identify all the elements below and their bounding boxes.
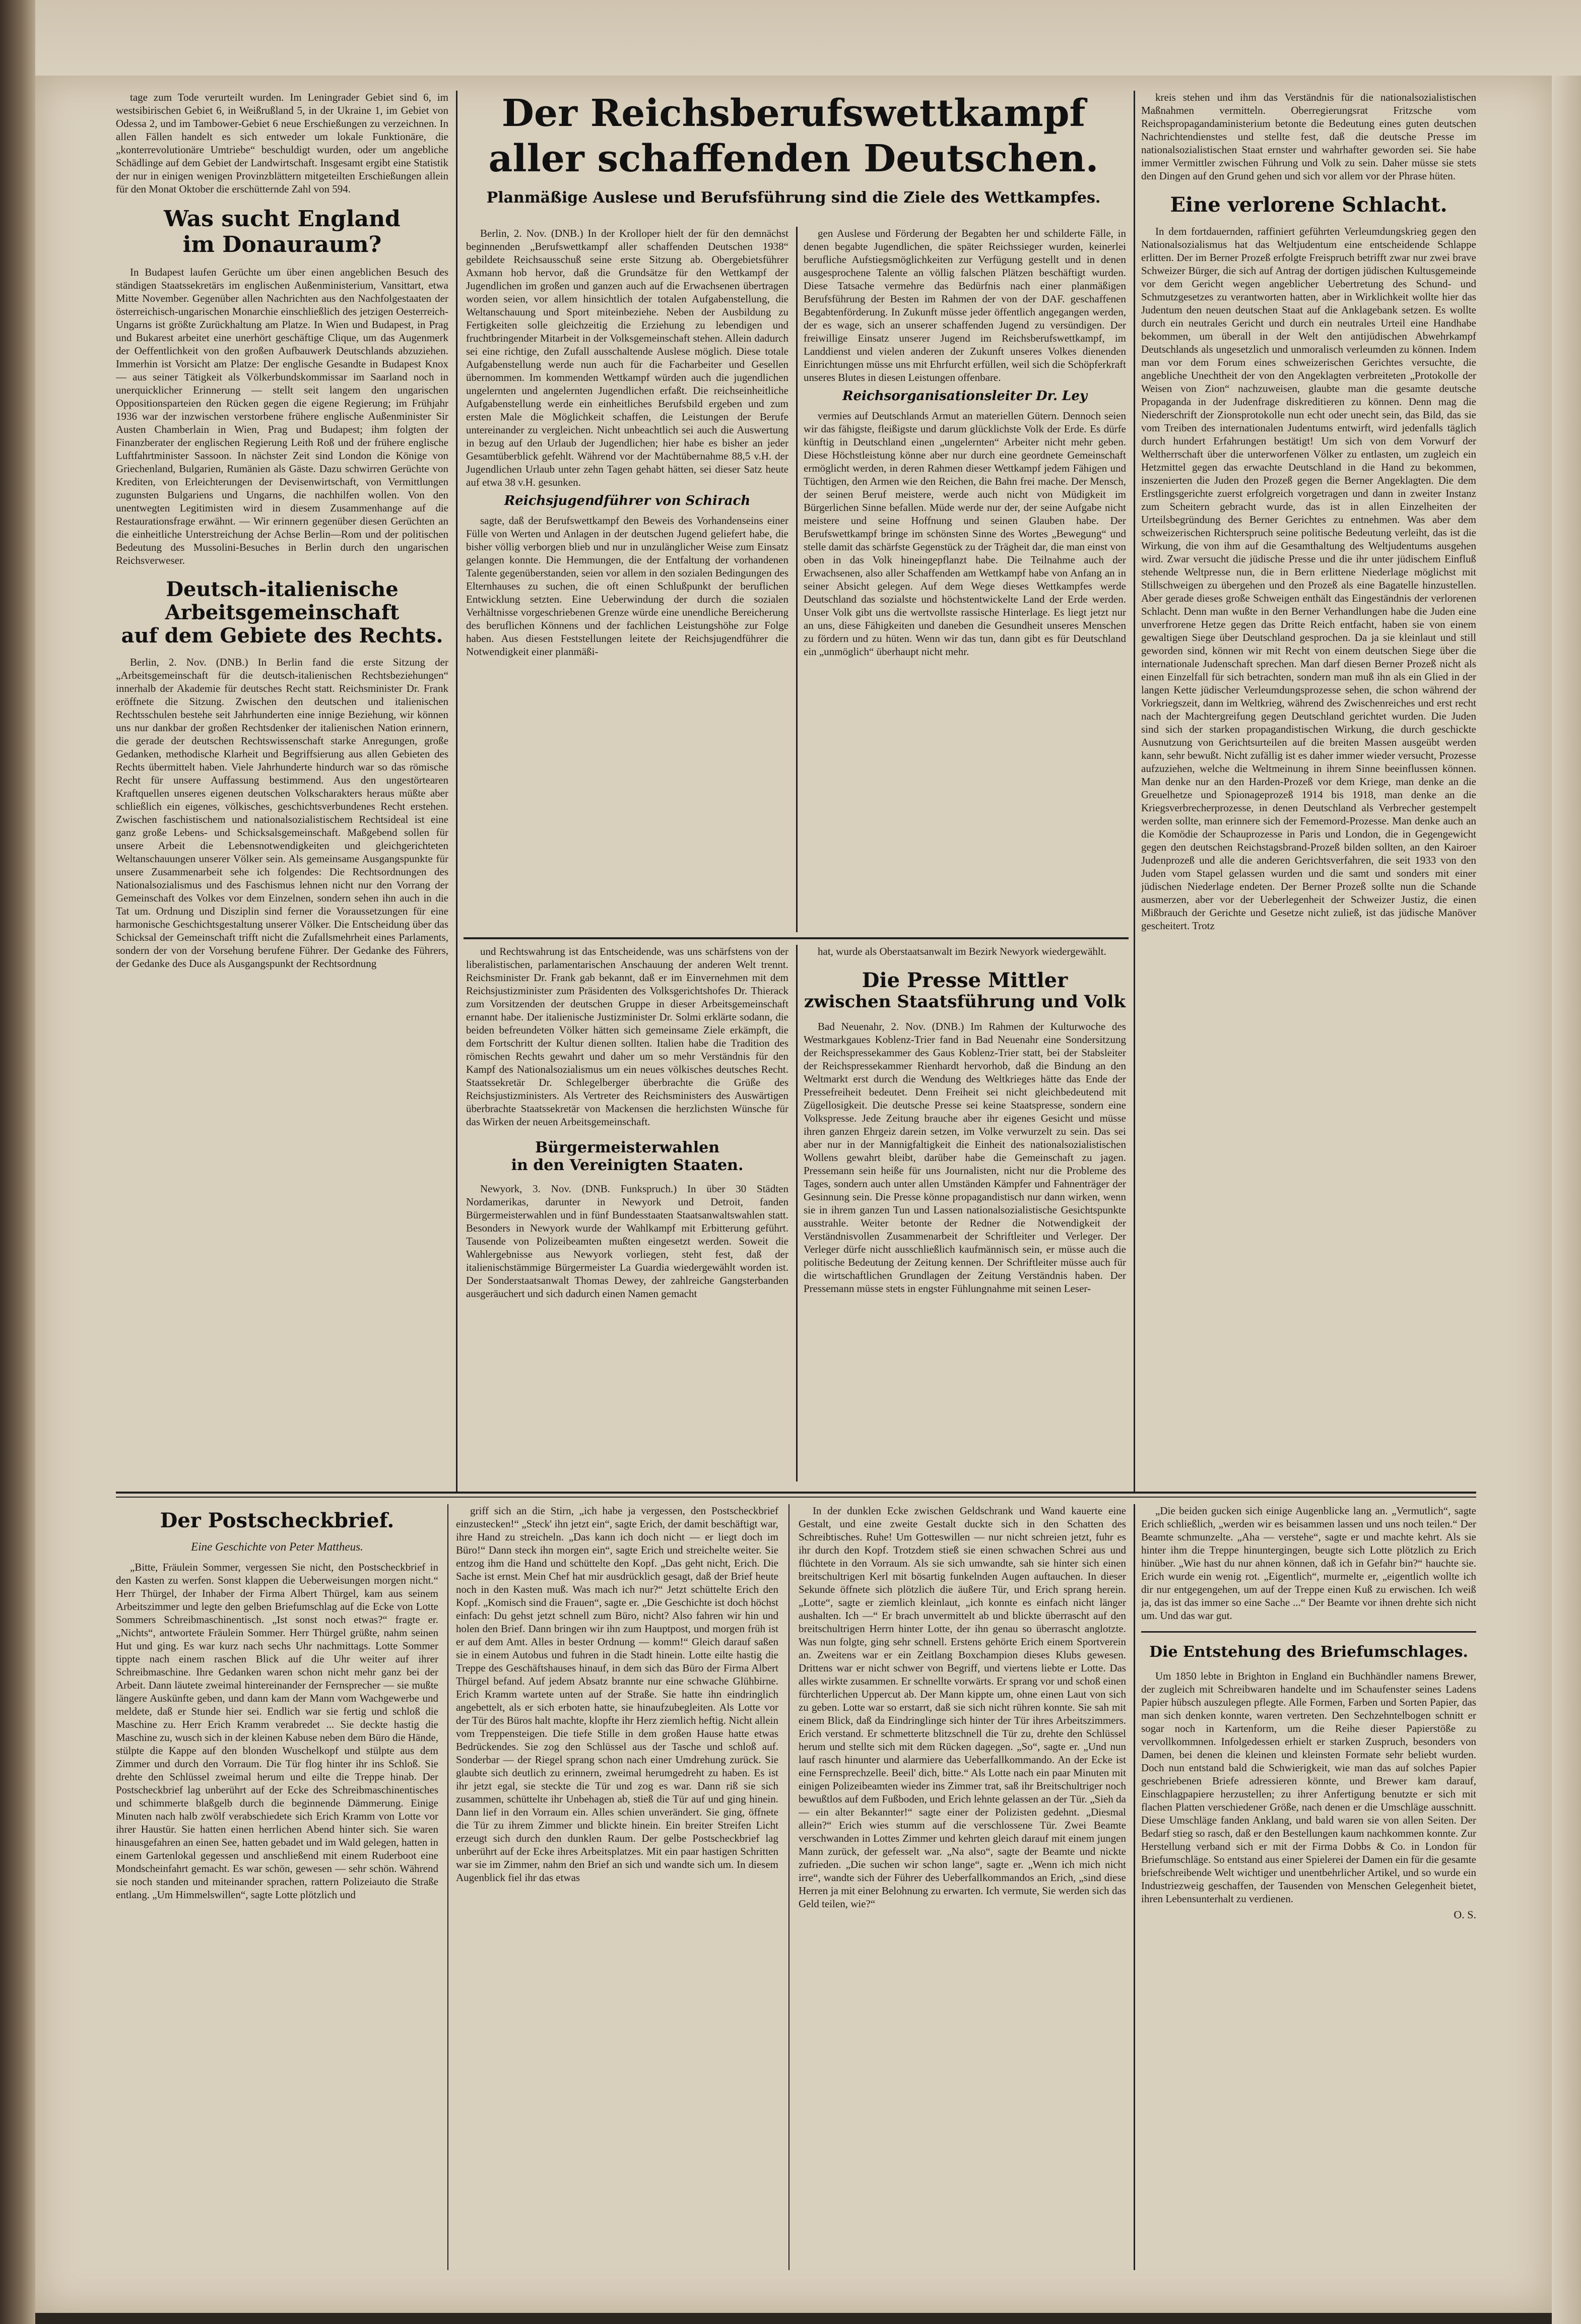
article-briefumschlag: Um 1850 lebte in Brighton in England ein Buchhändler namens Brewer, der zugleich mit Schreibwaren handelte und im Schaufenster seines Ladens Papier hübsch auszulegen pflegte. Alle Formen, Farben und Sorten Papier, das man sich denken konnte, waren vertreten. Den Sechzehntelbogen schnitt er sogar noch in Kartenform, um die Reihe dieser Papierstöße zu vervollkommnen. Infolgedessen erhielt er starken Zuspruch, besonders von Damen, bei denen die kleinen und kleinsten Formate sehr beliebt wurden. Doch nun entstand bald die Schwierigkeit, wie man das auf solches Papier geschriebenen Briefe adressieren könnte, und Brewer kam darauf, Einschlagpapiere herzustellen; zu ihrer Anfertigung benutzte er sich mit flachen Platten verschiedener Größe, nach denen er die Umschläge ausschnitt. Diese Umschläge fanden Anklang, und bald waren sie von allen Seiten. Der Bedarf stieg so rasch, daß er den Bestellungen kaum nachkommen konnte. Zur Herstellung verband sich er mit der Firma Dobbs & Co. in London für Briefumschläge. So entstand aus einer Spielerei der Damen ein für die gesamte briefschreibende Welt wichtiger und unentbehrlicher Artikel, und so wurde ein Industriezweig geschaffen, der Tausenden von Menschen Gelegenheit bietet, ihren Lebensunterhalt zu verdienen. [1141,1669,1476,1905]
article-arbeitsgemeinschaft: Berlin, 2. Nov. (DNB.) In Berlin fand die erste Sitzung der „Arbeitsgemeinschaft für die deutsch-italienischen Rechtsbeziehungen“ innerhalb der Akademie für deutsches Recht statt. Reichsminister Dr. Frank eröffnete die Sitzung. Zwischen den deutschen und italienischen Rechtsschulen bestehe seit Jahrhunderten eine innige Beziehung, wir können uns nur dankbar der großen Rechtsdenker der italienischen Nation erinnern, die gerade der deutschen Rechtswissenschaft starke Anregungen, große Gedanken, methodische Klarheit und Begriffsierung aus allen Gebieten des Rechts übermittelt haben. Viele Jahrhunderte hindurch war so das römische Recht für unsere Auffassung bestimmend. Aus den ungestörtearen Kraftquellen unseres eigenen deutschen Volkscharakters heraus müßte aber schließlich ein eigenes, völkisches, geschichtsverbundenes Recht erstehen. Zwischen faschistischem und nationalsozialistischem Rechtsideal ist eine ganz große Lebens- und Schicksalsgemeinschaft. Maßgebend sollen für unsere Arbeit die Lebensnotwendigkeiten und gleichgerichteten Weltanschauungen unserer Völker sein. Als gemeinsame Ausgangspunkte für unsere Zusammenarbeit sehe ich folgendes: Die Rechtsordnungen des Nationalsozialismus und des Faschismus lehnen nicht nur den Vorrang der Gemeinschaft des Volkes vor dem Einzelnen, sondern sehen ihn auch in die Tat um. Ordnung und Disziplin sind ferner die Voraussetzungen für eine harmonische Geschichtsgestaltung unserer Völker. Die Entscheidung über das Schicksal der Gemeinschaft trifft nicht die Zufallsmehrheit eines Parlaments, sondern der von der Vorsehung berufene Führer. Der Gedanke des Führers, der Gedanke des Duce als Ausgangspunkt der Rechtsordnung [116,656,448,970]
headline-verlorene-schlacht: Eine verlorene Schlacht. [1170,193,1447,217]
mid-right-column [804,945,1126,1481]
article-continuation: tage zum Tode verurteilt wurden. Im Leningrader Gebiet sind 6, im westsibirischen Gebiet 6, in Weißrußland 5, in der Ukraine 1, im Gebiet von Odessa 2, und im Tambower-Gebiet 6 neue Erschießungen zu verzeichnen. In allen Fällen handelt es sich entweder um lokale Funktionäre, die „konterrevolutionäre Umtriebe“ beschuldigt wurden, oder um angebliche Schädlinge auf dem Gebiet der Landwirtschaft. Insgesamt ergibt eine Statistik der nur in einigen wenigen Provinzblättern mitgeteilten Erschießungen allein für den Monat Oktober die erschütternde Zahl von 594. [116,91,448,195]
lead-column-1 [466,227,788,932]
feuilleton-column-2 [456,1504,778,2270]
lead-subheadline: Planmäßige Auslese und Berufsführung sind die Ziele des Wettkampfes. [486,189,1101,207]
story-byline: Eine Geschichte von Peter Mattheus. [191,1540,363,1553]
column-left [116,91,448,1481]
headline-arbeitsgemeinschaft [116,578,448,648]
feuilleton-column-4 [1141,1504,1476,2270]
column-rule [1134,1504,1135,2270]
lead-headline-line1: Der Reichsberufswettkampf [501,92,1086,135]
lead-text-2b: vermies auf Deutschlands Armut an materiellen Gütern. Dennoch seien wir das fähigste, fleißigste und darum glücklichste Volk der Erde. Es dürfe künftig in Deutschland einen „ungelernten“ Arbeiter nicht mehr geben. Diese Höchstleistung könne aber nur durch eine geordnete Gemeinschaft ermöglicht werden, in deren Rahmen dieser Wettkampf jedem Fähigen und Tüchtigen, den Armen wie den Reichen, die Bahn frei mache. Der Mensch, der seinen Beruf meistere, werde auch nicht von Müdigkeit im Bürgerlichen Sinne befallen. Müde werde nur der, der seine Aufgabe nicht meistere und seine Hoffnung und seinen Glauben habe. Der Berufswettkampf bringe im schönsten Sinne des Wortes „Bewegung“ und stelle damit das schärfste Gegenstück zu der Trägheit dar, die man einst von oben in das Volk hineingepflanzt habe. Die Teilnahme auch der Erwachsenen, also aller Schaffenden am Wettkampf habe von Anfang an in seiner Absicht gelegen. Auf dem Wege dieses Wettkampfes werde Deutschland das sozialste und höchstentwickelte Land der Erde werden. Unser Volk gibt uns die wertvollste rassische Hinterlage. Es liegt jetzt nur an uns, diese Fähigkeiten und daneben die Gesundheit unseres Menschen zu fördern und zu hüten. Wenn wir das tun, dann gibt es für Deutschland ein „unmöglich“ überhaupt nicht mehr. [804,409,1126,658]
section-rule [1141,1631,1476,1633]
article-verlorene-schlacht: In dem fortdauernden, raffiniert geführten Verleumdungskrieg gegen den Nationalsozialismus hat das Weltjudentum eine entscheidende Schlappe erlitten. Der im Berner Prozeß erfolgte Freispruch betrifft zwar nur zwei brave Schweizer Bürger, die sich auf Antrag der dortigen jüdischen Kultusgemeinde vor dem Gericht wegen angeblicher Uebertretung des Schund- und Schmutzgesetzes zu verantworten hatten, aber in Wirklichkeit wollte hier das Judentum den neuen deutschen Staat auf die Anklagebank setzen. Es wollte durch ein neutrales Gericht und durch ein neutrales Urteil eine Handhabe bekommen, um überall in der Welt den antijüdischen Abwehrkampf Deutschlands als ungesetzlich und unmoralisch verleumden zu können. Indem man vor dem Forum eines schweizerischen Gerichtes versuchte, die angebliche Unechtheit der von den Angeklagten verbreiteten „Protokolle der Weisen von Zion“ nachzuweisen, glaubte man die gesamte deutsche Propaganda in der Judenfrage diskreditieren zu können. Denn mag die Niederschrift der Zionsprotokolle nun echt oder unecht sein, das Bild, das sie vom Treiben des internationalen Judentums entwirft, wird jedenfalls täglich durch hundert Erfahrungen bestätigt! Um sich von dem Vorwurf der Weltherrschaft über die unterworfenen Völker zu entlasten, um zugleich ein Hetzmittel gegen das erwachte Deutschland in die Hand zu bekommen, inszenierten die Juden den Prozeß gegen die Berner Angeklagten. Die dem Erstlingsgerichte zuerst erfolgreich vorgetragen und dann in zweiter Instanz zum Scheitern gebracht wurde, das ist in allen Einzelheiten der Urteilsbegründung des Berner Gerichtes zu entnehmen. Was aber dem schweizerischen Richterspruch seine politische Bedeutung verleiht, das ist die Wirkung, die von ihm auf die Gesamthaltung des Weltjudentums ausgehen wird. Zwar versucht die jüdische Presse und die ihr unter jüdischem Einfluß stehende Weltpresse nun, die in Bern erlittene Niederlage möglichst mit Stillschweigen zu übergehen und den Prozeß als eine Bagatelle hinzustellen. Aber gerade dieses große Schweigen enthält das Eingeständnis der verlorenen Schlacht. Denn man wußte in den Berner Verhandlungen habe die Juden eine unverfrorene Hetze gegen das Dritte Reich entfacht, haben sie von einem gewaltigen Siege über Deutschland gesprochen. Da ja sie kleinlaut und still geworden sind, können wir mit Recht von einem deutschen Siege über die internationale Judenschaft sprechen. Man darf diesen Berner Prozeß nicht als einen Einzelfall für sich betrachten, sondern man muß ihn als ein Glied in der langen Kette jüdischer Verleumdungsprozesse sehen, die schon während der Vorkriegszeit, dann im Weltkrieg, während des Zwischenreiches und erst recht nach der Machtergreifung gegen Deutschland gerichtet wurden. Die Juden sind sich der starken propagandistischen Wirkung, die durch geschickte Ausnutzung von Gerichtsurteilen auf die breiten Massen ausgeübt werden kann, sehr bewußt. Nicht zufällig ist es daher immer wieder versucht, Prozesse aufzuziehen, welche die Weltmeinung in ihrem Sinne beeinflussen können. Man denke nur an den Harden-Prozeß vor dem Kriege, man denke an die Greuelhetze und Spionageprozeß 1914 bis 1918, man denke an die Kriegsverbrecherprozesse, in denen Deutschland als Verbrecher gestempelt werden sollte, man erinnere sich der Fememord-Prozesse. Man denke auch an die Komödie der Schauprozesse in Paris und London, die in Gegengewicht gegen den deutschen Reichstagsbrand-Prozeß bilden sollten, an den Kairoer Judenprozeß und alle die anderen Gerichtsverfahren, die seit 1933 von den Juden vom Stapel gelassen wurden und die samt und sonders mit einer jüdischen Niederlage endeten. Der Berner Prozeß sollte nun die Schande ausmerzen, aber vor der Ueberlegenheit der Schweizer Justiz, die einen Mißbrauch der Gerichte und Gesetze nicht zuließ, ist das jüdische Manöver gescheitert. Trotz [1141,225,1476,932]
subhead-ley: Reichsorganisationsleiter Dr. Ley [842,389,1087,404]
headline-presse-line2: zwischen Staatsführung und Volk [804,992,1126,1012]
column-rule [796,945,798,1481]
headline-briefumschlag: Die Entstehung des Briefumschlages. [1149,1643,1468,1661]
headline-ag-line1: Deutsch-italienische [166,577,399,602]
article-buergermeisterwahlen: Newyork, 3. Nov. (DNB. Funkspruch.) In über 30 Städten Nordamerikas, darunter in Newyork und Detroit, fanden Bürgermeisterwahlen und in fünf Bundesstaaten Staatsanwaltswahlen statt. Besonders in Newyork wurde der Wahlkampf mit Erbitterung geführt. Tausende von Polizeibeamten mußten eingesetzt werden. Soweit die Wahlergebnisse aus Newyork vorliegen, steht fest, daß der italienischstämmige Bürgermeister La Guardia wiedergewählt worden ist. Der Sonderstaatsanwalt Thomas Dewey, der zahlreiche Gangsterbanden ausgeräuchert und sich dadurch einen Namen gemacht [466,1183,788,1300]
article-presse-cont: kreis stehen und ihm das Verständnis für die nationalsozialistischen Maßnahmen vermitteln. Oberregierungsrat Fritzsche vom Reichspropagandaministerium betonte die Bedeutung eines guten deutschen Nachrichtendienstes und stellte fest, daß die deutsche Presse im nationalsozialistischen Staat ernster und wahrhafter geworden sei. Sie habe immer Vermittler zwischen Führung und Volk zu sein. Daher müsse sie stets den Dingen auf den Grund gehen und sich vor allem vor der Phrase hüten. [1141,91,1476,182]
headline-england [116,207,448,257]
headline-buergermeisterwahlen [466,1139,788,1174]
story-text-4: „Die beiden gucken sich einige Augenblicke lang an. „Vermutlich“, sagte Erich schließlich, „werden wir es beisammen lassen und uns noch teilen.“ Der Beamte schmunzelte. „Aha — verstehe“, sagte er und machte kehrt. Als sie hinter ihm die Treppe hinuntergingen, beugte sich Lotte plötzlich zu Erich hinüber. „Wie hast du nur ahnen können, daß ich in Gefahr bin?“ hauchte sie. Erich wurde ein wenig rot. „Eigentlich“, murmelte er, „eigentlich wollte ich dir nur entgegengehen, um auf der Treppe einen Kuß zu erwischen. Ich weiß ja, das ist das immer so eine Sache ...“ Der Beamte vor ihnen drehte sich nicht um. Und das war gut. [1141,1505,1476,1622]
column-right [1141,91,1476,1492]
headline-presse [804,969,1126,1012]
story-text-2: griff sich an die Stirn, „ich habe ja vergessen, den Postscheckbrief einzustecken!“ „Steck' ihn jetzt ein“, sagte Erich, der damit beschäftigt war, ihre Hand zu streicheln. „Das kann ich doch nicht — er liegt doch im Büro!“ Dann steck ihn morgen ein“, sagte Erich und streichelte weiter. Sie entzog ihm die Hand und schüttelte den Kopf. „Das geht nicht, Erich. Die Sache ist ernst. Mein Chef hat mir ausdrücklich gesagt, daß der Brief heute noch in den Kasten muß. Was mach ich nur?“ Jetzt schüttelte Erich den Kopf. „Komisch sind die Frauen“, sagte er. „Die Geschichte ist doch höchst einfach: Du gehst jetzt schnell zum Büro, nicht? Also fahren wir hin und holen den Brief. Dann bringen wir ihn zum Hauptpost, und morgen früh ist er auf dem Amt. Alles in bester Ordnung — komm!“ Gleich darauf saßen sie in einem Autobus und fuhren in die Stadt hinein. Lotte eilte hastig die Treppe des Geschäftshauses hinauf, in dem sich das Büro der Firma Albert Thürgel befand. Auf jedem Absatz brannte nur eine schwache Glühbirne. Erich Kramm wartete unten auf der Straße. Sie hatte ihn eindringlich angebettelt, als er sich erboten hatte, sie hinaufzubegleiten. Als Lotte vor der Tür des Büros halt machte, klopfte ihr Herz ziemlich heftig. Nicht allein vom Treppensteigen. Die tiefe Stille in dem großen Hause hatte etwas Bedrückendes. Sie zog den Schlüssel aus der Tasche und schloß auf. Sonderbar — der Riegel sprang schon nach einer Umdrehung zurück. Sie glaubte sich deutlich zu erinnern, zweimal herumgedreht zu haben. Es ist ihr jetzt egal, sie steckte die Tür und zog es war. Dann riß sie sich zusammen, schüttelte ihr Unbehagen ab, stieß die Tür auf und ging hinein. Dann lief in den Vorraum ein. Alles schien unverändert. Sie ging, öffnete die Tür zu ihrem Zimmer und blickte hinein. Ein breiter Streifen Licht erzeugt sich durch den dunklen Raum. Der gelbe Postscheckbrief lag unberührt auf der Ecke ihres Arbeitsplatzes. Mit ein paar hastigen Schritten war sie im Zimmer, nahm den Brief an sich und wandte sich um. In diesem Augenblick fiel ihr das etwas [456,1505,778,1884]
lead-text-2: gen Auslese und Förderung der Begabten her und schilderte Fälle, in denen begabte Jugendlichen, die später Reichssieger wurden, keinerlei berufliche Aufstiegsmöglichkeiten zur Verfügung gestellt und in denen ausgesprochene Talente an völlig falschen Plätzen beschäftigt wurden. Diese Tatsache vermehre das Bedürfnis nach einer planmäßigen Berufsführung der Besten im Rahmen der von der DAF. geschaffenen Begabtenförderung. In Zukunft müsse jeder öffentlich angegangen werden, der es wage, sich an unserer schaffenden Jugend zu versündigen. Der freiwillige Einsatz unserer Jugend im Reichsberufswettkampf, im Landdienst und vielen anderen der Zukunft unseres Volkes dienenden Einrichtungen müsse uns mit Ehrfurcht erfüllen, weil sich die Schöpferkraft unseres Blutes in diesen Leistungen offenbare. [804,227,1126,383]
article-newyork-end: hat, wurde als Oberstaatsanwalt im Bezirk Newyork wiedergewählt. [818,945,1106,957]
feuilleton-column-3 [799,1504,1126,2270]
subhead-schirach: Reichsjugendführer von Schirach [504,493,751,508]
lead-bottom-rule [464,937,1129,939]
feuilleton-top-rule [116,1492,1476,1494]
page-top-margin [35,0,1581,76]
column-rule [796,227,798,932]
story-text-1: „Bitte, Fräulein Sommer, vergessen Sie nicht, den Postscheckbrief in den Kasten zu werfen. Sonst klappen die Ueberweisungen morgen nicht.“ Herr Thürgel, der Inhaber der Firma Albert Thürgel, kam aus seinem Arbeitszimmer und legte den gelben Briefumschlag auf die Ecke von Lotte Sommers Schreibmaschinentisch. „Ist sonst noch etwas?“ fragte er. „Nichts“, antwortete Fräulein Sommer. Herr Thürgel grüßte, nahm seinen Hut und ging. Es war kurz nach sechs Uhr nachmittags. Lotte Sommer tippte nach einem raschen Blick auf die Uhr weiter auf ihrer Schreibmaschine. Ihre Gedanken waren schon nicht mehr ganz bei der Arbeit. Dann läutete zweimal hintereinander der Fernsprecher — sie mußte längere Auskünfte geben, und dann kam der Mann vom Wachgewerbe und meldete, daß er Stunde hier sei. Endlich war sie fertig und schloß die Maschine zu. Herr Erich Kramm verabredet ... Sie deckte hastig die Maschine zu, wusch sich in der kleinen Kabuse neben dem Büro die Hände, stülpte die Kappe auf den blonden Wuschelkopf und stülpte aus dem Zimmer und durch den Vorraum. Die Tür flog hinter ihr ins Schloß. Sie drehte den Schlüssel zweimal herum und eilte die Treppe hinab. Der Postscheckbrief lag unberührt auf der Ecke des Schreibmaschinentisches und schimmerte blaßgelb durch die beginnende Dämmerung. Einige Minuten nach halb zwölf verabschiedete sich Erich Kramm von Lotte vor ihrer Haustür. Sie hatten einen herrlichen Abend hinter sich. Sie waren hinausgefahren an einen See, hatten gebadet und im Wald gelegen, hatten in einem Gartenlokal gegessen und anschließend mit einem Ruderboot eine Mondscheinfahrt gemacht. Es war schön, gewesen — sehr schön. Während sie noch standen und miteinander sprachen, rattern Polizeiauto die Straße entlang. „Um Himmelswillen“, sagte Lotte plötzlich und [116,1561,438,1901]
article-presse: Bad Neuenahr, 2. Nov. (DNB.) Im Rahmen der Kulturwoche des Westmarkgaues Koblenz-Trier fand in Bad Neuenahr eine Sondersitzung der Reichspressekammer des Gaus Koblenz-Trier statt, bei der Stabsleiter der Reichspressekammer Rienhardt hervorhob, daß die Bindung an den Weltmarkt erst durch die Wendung des Weltkrieges hätte das Ende der Pressefreiheit bedeutet. Denn Freiheit sei nicht gleichbedeutend mit Zügellosigkeit. Die deutsche Presse sei keine Staatspresse, sondern eine Volkspresse. Jede Zeitung brauche aber ihr eigenes Gesicht und müsse ihren ganzen Ehrgeiz darein setzen, im Volke verwurzelt zu sein. Das sei aber nur in der Mannigfaltigkeit die Einheit des nationalsozialistischen Wollens gewahrt bleibt, darüber habe die Gemeinschaft zu jagen. Pressemann sein heiße für uns Journalisten, nicht nur die Probleme des Tages, sondern auch unter allen Umständen Kämpfer und Fahnenträger der Gesinnung sein. Die Presse könne propagandistisch nur dann wirken, wenn sie in ihrem ganzen Tun und Lassen nationalsozialistische Gesichtspunkte ausstrahle. Weiter betonte der Redner die Notwendigkeit der Verständnisvollen Zusammenarbeit der Schriftleiter und Verleger. Der Verleger dürfe nicht ausschließlich kaufmännisch sein, er müsse auch die politische Bedeutung der Zeitung kennen. Der Schriftleiter müsse auch für die wirtschaftlichen Grundlagen der Zeitung Verständnis haben. Der Pressemann müsse stets in engster Fühlungnahme mit seinen Leser- [804,1020,1126,1295]
headline-england-line1: Was sucht England [164,206,401,232]
feuilleton-column-1 [116,1504,438,2270]
article-arbeitsgemeinschaft-cont: und Rechtswahrung ist das Entscheidende, was uns schärfstens von der liberalistischen, parlamentarischen Anschauung der anderen Welt trennt. Reichsminister Dr. Frank gab bekannt, daß er im Einvernehmen mit dem Reichsjustizminister zum Präsidenten des Volksgerichtshofes Dr. Thierack zum Vorsitzenden der deutschen Gruppe in dieser Arbeitsgemeinschaft ernannt habe. Der italienische Justizminister Dr. Solmi erklärte sodann, die beiden befreundeten Völker hätten sich gemeinsame Ziele erkämpft, die dem Fortschritt der Kultur dienen sollten. Italien habe die Tradition des römischen Rechts gewahrt und daher um so mehr Verständnis für den Kampf des Nationalsozialismus um ein neues völkisches deutsches Recht. Staatssekretär Dr. Schlegelberger überbrachte die Grüße des Reichsjustizministers. Als Vertreter des Reichsministers des Auswärtigen überbrachte Staatssekretär von Mackensen die herzlichsten Wünsche für das Wirken der neuen Arbeitsgemeinschaft. [466,945,788,1128]
column-rule [456,91,457,1492]
headline-bw-line2: in den Vereinigten Staaten. [511,1156,744,1174]
story-text-3: In der dunklen Ecke zwischen Geldschrank und Wand kauerte eine Gestalt, und eine zweite Gestalt duckte sich in den Schatten des Schreibtisches. Ruhe! Um Gotteswillen — nur nicht schreien jetzt, fuhr es ihr durch den Kopf. Trotzdem stieß sie einen schwachen Schrei aus und flüchtete in den Vorraum. Als sie sich umwandte, sah sie hinter sich einen breitschultrigen Kerl mit bösartig funkelnden Augen auftauchen. In dieser Sekunde öffnete sich plötzlich die äußere Tür, und Erich sprang herein. „Lotte“, sagte er ziemlich kleinlaut, „ich konnte es einfach nicht länger aushalten. Ich —“ Er brach unvermittelt ab und blickte überrascht auf den breitschultrigen Herrn hinter Lotte, der ihn genau so überrascht anglotzte. Was nun folgte, ging sehr schnell. Erstens gehörte Erich einem Sportverein an. Zweitens war er ein Zeitlang Boxchampion dieses Klubs gewesen. Drittens war er nicht schwer von Begriff, und viertens liebte er Lotte. Das alles wirkte zusammen. Er schnellte vorwärts. Er sprang vor und schoß einen fürchterlichen Uppercut ab. Der Mann kippte um, ohne einen Laut von sich zu geben. Lotte war so erstarrt, daß sie sich nicht rühren konnte. Sie sah mit einem Blick, daß da Eindringlinge sich hinter der Tür ihres Arbeitszimmers. Erich verstand. Er schmetterte blitzschnell die Tür zu, drehte den Schlüssel herum und stellte sich mit dem Rücken dagegen. „So“, sagte er. „Und nun lauf rasch hinunter und alarmiere das Ueberfallkommando. An der Ecke ist eine Fernsprechzelle. Beeil' dich, bitte.“ Als Lotte nach ein paar Minuten mit einigen Polizeibeamten wieder ins Zimmer trat, saß ihr Breitschultriger noch bewußtlos auf dem Fußboden, und Erich lehnte gelassen an der Tür. „Sieh da — ein alter Bekannter!“ sagte einer der Polizisten gedehnt. „Diesmal allein?“ Erich wies stumm auf die verschlossene Tür. Zwei Beamte verschwanden in Lottes Zimmer und kehrten gleich darauf mit einem jungen Mann zurück, der gefesselt war. „Na also“, sagte der Beamte und nickte zufrieden. „Die suchen wir schon lange“, sagte er. „Wenn ich mich nicht irre“, wandte sich der Führer des Ueberfallkommandos an Erich, „sind diese Herren ja mit einer Belohnung zu erwarten. Ich vermute, Sie werden sich das Geld teilen, wie?“ [799,1505,1126,1910]
column-rule [788,1504,789,2270]
article-signature: O. S. [1454,1908,1476,1921]
lead-text-1: Berlin, 2. Nov. (DNB.) In der Krolloper hielt der für den demnächst beginnenden „Berufswettkampf aller schaffenden Deutschen 1938“ gebildete Reichsausschuß seine erste Sitzung ab. Obergebietsführer Axmann hob hervor, daß die Grundsätze für den Wettkampf der Jugendlichen im großen und ganzen auch auf die Erwachsenen übertragen worden seien, vor allem hinsichtlich der totalen Aufgabenstellung, die Weltanschauung und Sport miteinbeziehe. Neben der Ausbildung zu Fertigkeiten solle gleichzeitig die Erziehung zu lebendigen und fruchtbringender Mitarbeit in der Volksgemeinschaft stehen. Allein dadurch sei eine richtige, den Zufall ausschaltende Auslese möglich. Diese totale Aufgabenstellung werde nun auch für die Facharbeiter und Gesellen übernommen. Im kommenden Wettkampf würden auch die jugendlichen ungelernten und angelernten Jugendlichen erfaßt. Die reichseinheitliche Aufgabenstellung werde ein einheitliches Berufsbild ergeben und zum ersten Male die Möglichkeit schaffen, die Leistungen der Berufe untereinander zu vergleichen. Nicht unbeachtlich sei auch die Auswertung in bezug auf den Urlaub der Jugendlichen; hier habe es bisher an jeder Gesamtüberblick gefehlt. Während vor der Machtübernahme 88,5 v.H. der Jugendlichen Urlaub unter zehn Tagen gehabt hätten, sei dieser Satz heute auf etwa 38 v.H. gesunken. [466,227,788,488]
feuilleton-top-rule-2 [116,1497,1476,1498]
mid-left-column [466,945,788,1481]
column-rule [1134,91,1135,1492]
article-england: In Budapest laufen Gerüchte um über einen angeblichen Besuch des ständigen Staatssekretärs im englischen Außenministerium, Vansittart, etwa Mitte November. Gegenüber allen Nachrichten aus den Nachfolgestaaten der österreichisch-ungarischen Monarchie einschließlich des jetzigen Oesterreich-Ungarns ist größte Zurückhaltung am Platze. In Wien und Budapest, in Prag und Bukarest arbeitet eine unerhört geschäftige Clique, um das Augenmerk der Oeffentlichkeit von den großen Aufbauwerk Deutschlands abzuziehen. Immerhin ist Vorsicht am Platze: Der englische Gesandte in Budapest Knox — aus seiner Tätigkeit als Völkerbundskommissar im Saarland noch in unerquicklicher Erinnerung — stellt seit langem den ungarischen Oppositionsparteien den Rücken gegen die eigene Regierung; im Frühjahr 1936 war der inzwischen verstorbene frühere englische Außenminister Sir Austen Chamberlain in Wien, Prag und Budapest; ihm folgten der Finanzberater der englischen Regierung Leith Roß und der frühere englische Luftfahrtminister Sassoon. In nächster Zeit sind London die Könige von Griechenland, Bulgarien, Rumänien als Gäste. Dazu schwirren Gerüchte von Krediten, von Erleichterungen der Devisenwirtschaft, von Vermittlungen zugunsten Bulgariens und Ungarns, die nachhilfen wollen. Von den unentwegten Legitimisten wird in diesem Zusammenhange auf die Restaurationsfrage erwähnt. — Wir erinnern gegenüber diesen Gerüchten an die einheitliche Unterstreichung der Achse Berlin—Rom und der politischen Bedeutung des Mussolini-Besuches in Berlin durch den ungarischen Reichsverweser. [116,266,448,567]
lead-headline [469,91,1118,181]
page-right-margin [1552,76,1581,2324]
headline-ag-line2: Arbeitsgemeinschaft [165,601,400,625]
lead-headline-line2: aller schaffenden Deutschen. [488,137,1099,180]
column-rule [447,1504,448,2270]
headline-presse-line1: Die Presse Mittler [862,969,1068,992]
book-spine [0,0,35,2324]
lead-text-1b: sagte, daß der Berufswettkampf den Beweis des Vorhandenseins einer Fülle von Werten und Anlagen in der deutschen Jugend geliefert habe, die bisher völlig verborgen blieb und nur in unzulänglicher Weise zum Einsatz gelangen konnte. Die Hemmungen, die der Entfaltung der vorhandenen Talente gegenüberstanden, seien vor allem in den sozialen Bedingungen des Elternhauses zu suchen, die oft einen Schlußpunkt der beruflichen Entwicklung setzten. Eine Ueberwindung der durch die sozialen Verhältnisse vorgeschriebenen Grenze würde eine unendliche Bereicherung des beruflichen Könnens und der fachlichen Leistungshöhe zur Folge haben. Aus diesen Feststellungen leitete der Reichsjugendführer die Notwendigkeit einer planmäßi- [466,514,788,658]
headline-bw-line1: Bürgermeisterwahlen [535,1139,720,1156]
headline-england-line2: im Donauraum? [182,231,382,257]
lead-column-2 [804,227,1126,932]
headline-postscheckbrief: Der Postscheckbrief. [160,1509,394,1532]
headline-ag-line3: auf dem Gebiete des Rechts. [121,624,443,648]
